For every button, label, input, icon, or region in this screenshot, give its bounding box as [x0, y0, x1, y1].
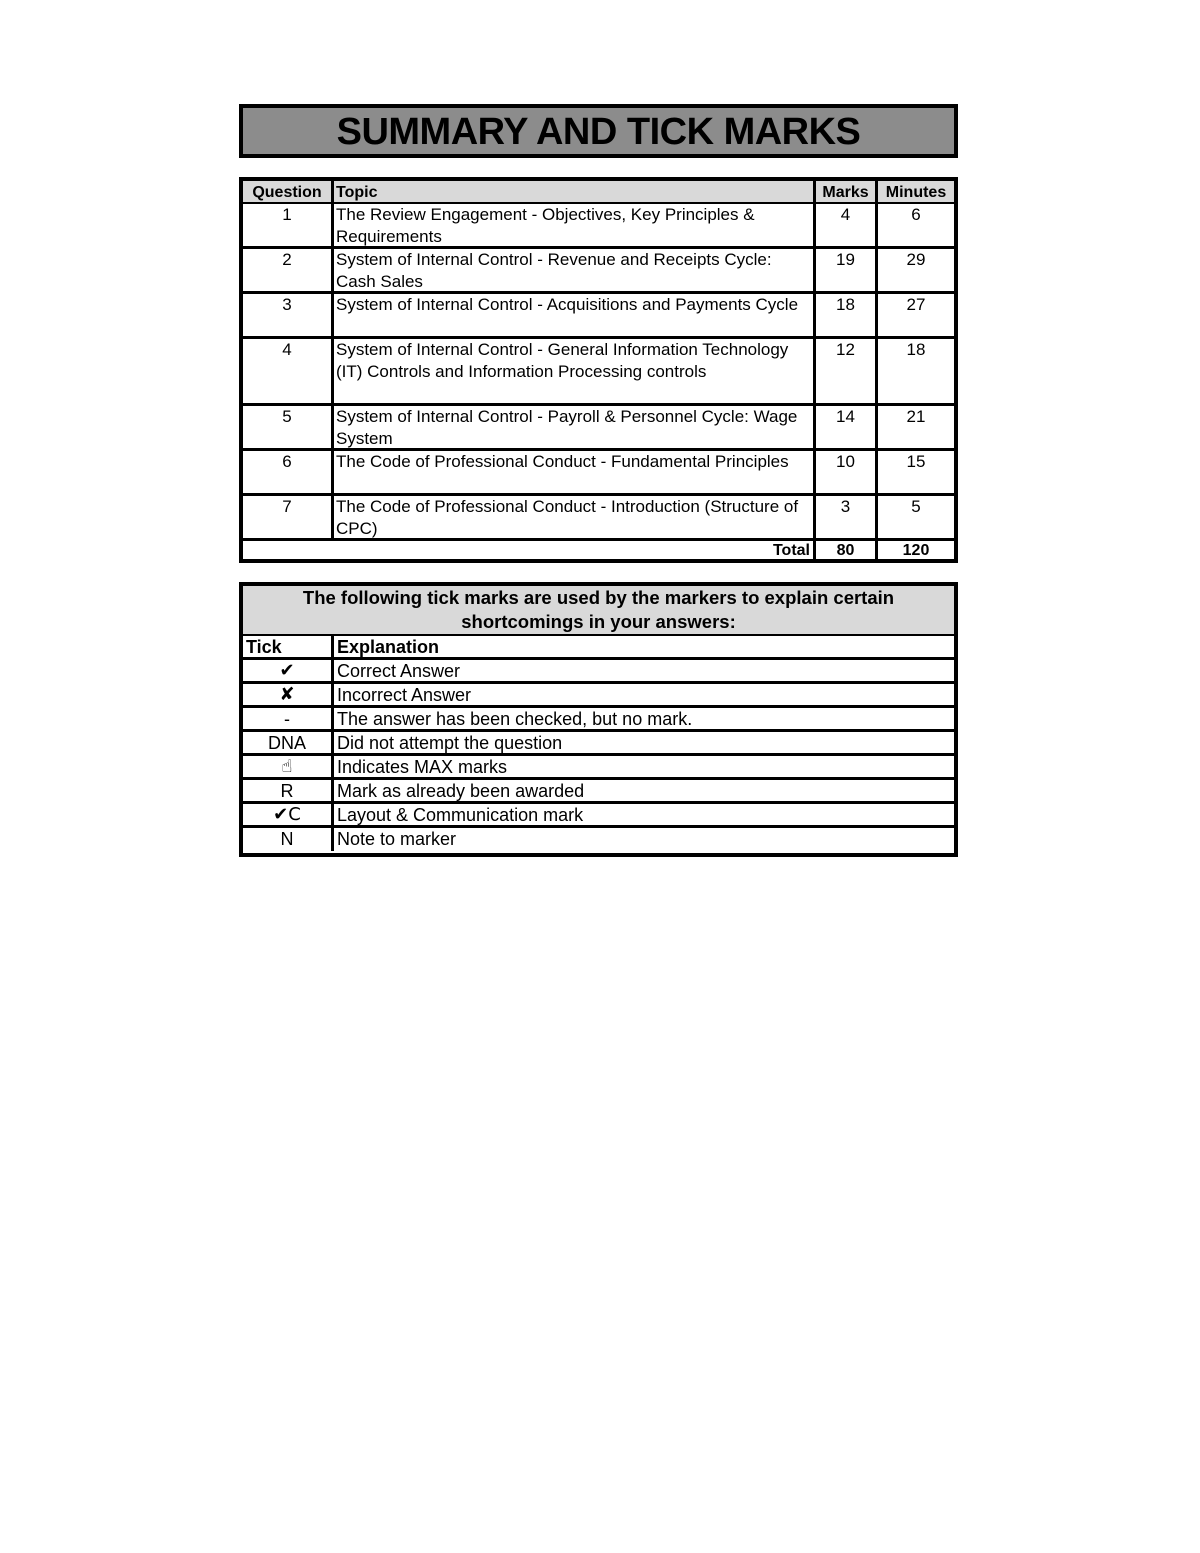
tick-row	[243, 660, 954, 684]
checkmark-c-icon: ✔C	[243, 804, 334, 825]
minutes-cell: 21	[906, 407, 926, 426]
minutes-cell: 29	[906, 250, 926, 269]
question-number: 3	[243, 294, 334, 336]
tick-symbol: R	[243, 780, 334, 801]
tick-explanation: The answer has been checked, but no mark.	[337, 709, 693, 729]
total-row	[243, 541, 954, 561]
tick-row	[243, 756, 954, 780]
minutes-cell: 18	[906, 340, 926, 359]
question-number: 2	[243, 249, 334, 291]
table-row	[243, 496, 954, 541]
header-explanation: Explanation	[337, 637, 440, 657]
header-question: Question	[243, 181, 334, 202]
tick-marks-table	[239, 582, 958, 857]
summary-table	[239, 177, 958, 563]
minutes-cell: 15	[906, 452, 926, 471]
topic-cell: System of Internal Control - General Information Technology (IT) Controls and Information Processing controls	[334, 339, 816, 403]
topic-cell: System of Internal Control - Acquisitions and Payments Cycle	[334, 294, 816, 336]
tick-explanation: Correct Answer	[337, 661, 461, 681]
title-banner	[239, 104, 958, 158]
marks-cell: 18	[816, 294, 878, 336]
tick-explanation: Incorrect Answer	[337, 685, 472, 705]
page-title: SUMMARY AND TICK MARKS	[336, 111, 861, 153]
topic-cell: System of Internal Control - Payroll & Personnel Cycle: Wage System	[334, 406, 816, 448]
pointing-hand-icon: ☝	[243, 756, 334, 777]
question-number: 5	[243, 406, 334, 448]
minutes-cell: 6	[911, 205, 921, 224]
tick-explanation: Layout & Communication mark	[337, 805, 584, 825]
question-number: 4	[243, 339, 334, 403]
tick-explanation: Indicates MAX marks	[337, 757, 508, 777]
question-number: 6	[243, 451, 334, 493]
header-topic: Topic	[334, 181, 816, 202]
marks-cell: 10	[816, 451, 878, 493]
table-row	[243, 406, 954, 451]
topic-cell: The Code of Professional Conduct - Fundamental Principles	[334, 451, 816, 493]
minutes-cell: 5	[911, 497, 921, 516]
tick-header-row	[243, 636, 954, 660]
marks-cell: 3	[816, 496, 878, 538]
total-marks: 80	[816, 541, 878, 561]
tick-row	[243, 828, 954, 851]
table-row	[243, 249, 954, 294]
tick-explanation: Mark as already been awarded	[337, 781, 585, 801]
table-row	[243, 294, 954, 339]
tick-symbol: N	[243, 828, 334, 851]
table-row	[243, 339, 954, 406]
minutes-cell: 27	[906, 295, 926, 314]
total-minutes: 120	[902, 542, 930, 559]
marks-cell: 12	[816, 339, 878, 403]
tick-explanation: Did not attempt the question	[337, 733, 563, 753]
question-number: 7	[243, 496, 334, 538]
summary-header-row	[243, 181, 954, 204]
header-marks: Marks	[816, 181, 878, 202]
tick-symbol: DNA	[243, 732, 334, 753]
tick-marks-intro: The following tick marks are used by the markers to explain certain shortcomings in your answers:	[243, 586, 954, 636]
tick-row	[243, 684, 954, 708]
tick-symbol: -	[243, 708, 334, 729]
tick-row	[243, 732, 954, 756]
total-label: Total	[243, 541, 816, 561]
header-minutes: Minutes	[885, 184, 947, 201]
checkmark-icon: ✔	[243, 660, 334, 681]
header-tick: Tick	[243, 636, 334, 657]
question-number: 1	[243, 204, 334, 246]
table-row	[243, 451, 954, 496]
table-row	[243, 204, 954, 249]
topic-cell: System of Internal Control - Revenue and Receipts Cycle: Cash Sales	[334, 249, 816, 291]
topic-cell: The Code of Professional Conduct - Introduction (Structure of CPC)	[334, 496, 816, 538]
topic-cell: The Review Engagement - Objectives, Key Principles & Requirements	[334, 204, 816, 246]
cross-icon: ✘	[243, 684, 334, 705]
marks-cell: 4	[816, 204, 878, 246]
marks-cell: 19	[816, 249, 878, 291]
tick-row	[243, 708, 954, 732]
tick-explanation: Note to marker	[337, 829, 457, 849]
tick-row	[243, 804, 954, 828]
tick-row	[243, 780, 954, 804]
marks-cell: 14	[816, 406, 878, 448]
